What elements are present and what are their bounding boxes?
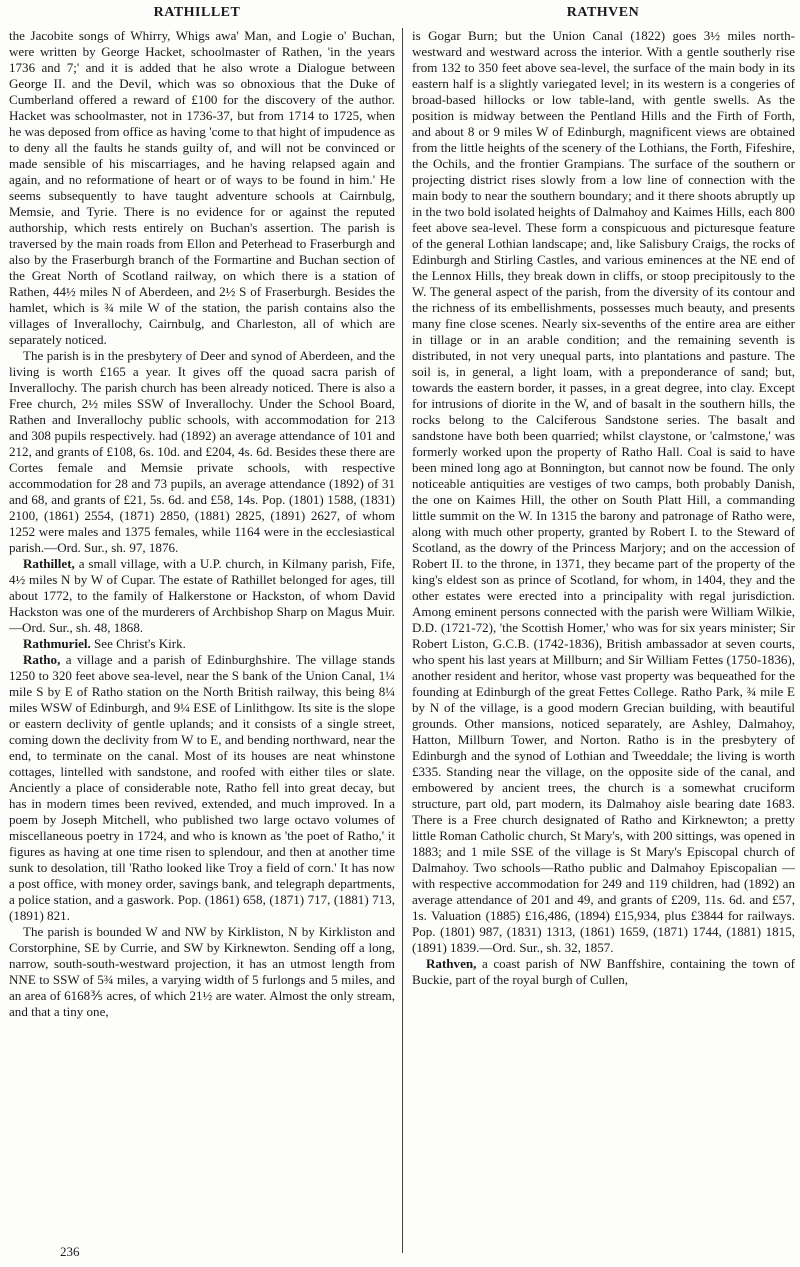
page-number: 236: [60, 1244, 80, 1259]
entry-heading: Rathillet,: [23, 556, 75, 571]
entry-body: See Christ's Kirk.: [90, 636, 186, 651]
entry-body: a village and a parish of Edinburghshire. The village stands 1250 to 320 feet above sea-level, near the S bank of the Union Canal, 1¼ mile S by E of Ratho station on the North British railway, this being 8¼ miles WSW of Edinburgh, and 9¼ ESE of Linlithgow. Its site is the slope or eastern declivity of gentle uplands; and it consists of a single street, coming down the declivity from W to E, and bending northward, near the end, to terminate on the canal. Most of its houses are neat whinstone cottages, lintelled with sandstone, and roofed with either tiles or slate. Anciently a place of considerable note, Ratho fell into great decay, but has in modern times been revived, extended, and much improved. In a poem by Joseph Mitchell, who published two large octavo volumes of miscellaneous poetry in 1724, and who is known as 'the poet of Ratho,' it figures as having at one time risen to splendour, and then at another time sunk to desolation, till 'Ratho looked like Troy a field of corn.' It has now a post office, with money order, savings bank, and telegraph departments, a police station, and a gaswork. Pop. (1861) 658, (1871) 717, (1881) 713, (1891) 821.: [9, 652, 395, 923]
running-head-left: RATHILLET: [153, 5, 241, 20]
entry-heading: Rathmuriel.: [23, 636, 91, 651]
entry-rathillet: [9, 556, 395, 636]
paragraph-rathen-history: the Jacobite songs of Whirry, Whigs awa' Man, and Logie o' Buchan, were written by George Hacket, schoolmaster of Rathen, 'in the years 1736 and 7;' and it is added that he also wrote a Dialogue between George II. and the Devil, which was so obnoxious that the Duke of Cumberland offered a reward of £100 for the discovery of the author. Hacket was schoolmaster, not in 1736-37, but from 1714 to 1725, when he was deposed from office as having 'come to that hight of impudence as to deny all the faults he stands guilty of, and will not be convinced or made sensible of his miscarriages, and he having relapsed again and again, and no reformatione of heart or of ways to be found in him.' He seems subsequently to have taught adventure schools at Cairnbulg, Memsie, and Tyrie. There is no evidence for or against the reputed authorship, which rests entirely on Buchan's assertion. The parish is traversed by the main roads from Ellon and Peterhead to Fraserburgh and also by the Fraserburgh branch of the Formartine and Buchan section of the Great North of Scotland railway, on which there is a station of Rathen, 44½ miles N of Aberdeen, and 2½ S of Fraserburgh. Besides the hamlet, which is ¾ mile W of the station, the parish contains also the villages of Inverallochy, Cairnbulg, and Charleston, all of which are separately noticed.: [9, 28, 395, 347]
entry-body: a small village, with a U.P. church, in Kilmany parish, Fife, 4½ miles N by W of Cupar. The estate of Rathillet belonged for ages, till about 1772, to the family of Halkerstone or Hackston, of whom David Hackston was one of the murderers of Archbishop Sharp on Magus Muir.—Ord. Sur., sh. 48, 1868.: [9, 556, 395, 635]
paragraph-ratho-continued: is Gogar Burn; but the Union Canal (1822) goes 3½ miles north-westward and westward across the interior. With a gentle southerly rise from 132 to 350 feet above sea-level, the surface of the main body in its eastern half is a slightly variegated level; in its western is a congeries of broad-based hillocks or low table-land, with gentle swells. As the position is midway between the Pentland Hills and the Firth of Forth, and about 8 or 9 miles W of Edinburgh, magnificent views are obtained from the little heights of the scenery of the Lothians, the Forth, Fifeshire, the Ochils, and the frontier Grampians. The surface of the southern or projecting district rises slowly from a low line of connection with the main body to near the southern boundary; and it there shoots abruptly up in the two bold isolated heights of Dalmahoy and Kaimes Hills, each 800 feet above sea-level. These form a conspicuous and picturesque feature of the general Lothian landscape; and, like Salisbury Craigs, the rocks of Edinburgh and Stirling Castles, and various eminences at the NE end of the Lennox Hills, they break down in cliffs, or stoop precipitously to the W. The general aspect of the parish, from the diversity of its contour and the richness of its embellishments, possesses much beauty, and presents many fine close scenes. Nearly six-sevenths of the entire area are either in tillage or in an arable condition; and the remaining seventh is distributed, in not very unequal parts, into plantations and pasture. The soil is, in general, a light loam, with a preponderance of sand; but, towards the eastern border, it passes, in a great degree, into clay. Except for intrusions of diorite in the W, and of basalt in the southern hills, the rocks belong to the Calciferous Sandstone series. The basalt and sandstone have both been quarried; whilst claystone, or 'calmstone,' was formerly worked upon the property of Ratho Hall. Coal is said to have been mined long ago at Bonnington, but cannot now be found. The only noticeable antiquities are vestiges of two camps, both probably Danish, the one on Kaimes Hill, the other on South Platt Hill, a commanding little summit on the W. In 1315 the barony and patronage of Ratho were, along with much other property, granted by Robert I. to the Steward of Scotland, as the dowry of the Princess Marjory; and on the accession of Robert II. to the throne, in 1371, they became part of the property of the king's eldest son as prince of Scotland, for whom, in 1404, they and the other estates were erected into a principality with regal jurisdiction. Among eminent persons connected with the parish were William Wilkie, D.D. (1721-72), 'the Scottish Homer,' who was for six years minister; Sir Robert Liston, G.C.B. (1742-1836), British ambassador at seven courts, who spent his last years at Millburn; and Sir William Fettes (1750-1836), another resident and heritor, whose vast property was bequeathed for the founding at Edinburgh of the great Fettes College. Ratho Park, ¾ mile E by N of the village, is a good modern Grecian building, with beautiful grounds. Other mansions, noticed separately, are Ashley, Dalmahoy, Hatton, Millburn Tower, and Norton. Ratho is in the presbytery of Edinburgh and the synod of Lothian and Tweeddale; the living is worth £335. Standing near the village, on the opposite side of the canal, and embowered by ancient trees, the church is a somewhat cruciform structure, part old, part modern, its Dalmahoy aisle bearing date 1683. There is a Free church designated of Ratho and Kirknewton; a pretty little Roman Catholic church, St Mary's, with 200 sittings, was opened in 1883; and 1 mile SSE of the village is St Mary's Episcopal church of Dalmahoy. Two schools—Ratho public and Dalmahoy Episcopalian —with respective accommodation for 249 and 119 children, had (1892) an average attendance of 201 and 49, and grants of £209, 11s. 6d. and £57, 1s. Valuation (1885) £16,486, (1894) £15,934, plus £3844 for railways. Pop. (1801) 987, (1831) 1313, (1861) 1659, (1871) 1744, (1881) 1815, (1891) 1839.—Ord. Sur., sh. 32, 1857.: [412, 28, 795, 955]
entry-ratho: [9, 652, 395, 924]
running-head-right: RATHVEN: [566, 5, 640, 20]
entry-heading: Rathven,: [426, 956, 477, 971]
entry-heading: Ratho,: [23, 652, 61, 667]
left-column: [9, 28, 395, 1260]
entry-rathmuriel: [9, 636, 395, 652]
entry-body: a coast parish of NW Banffshire, containing the town of Buckie, part of the royal burgh of Cullen,: [412, 956, 795, 987]
column-divider: [402, 28, 403, 1253]
right-column: [412, 28, 795, 1260]
entry-rathven: [412, 956, 795, 988]
paragraph-rathen-parish: The parish is in the presbytery of Deer and synod of Aberdeen, and the living is worth £165 a year. It gives off the quoad sacra parish of Inverallochy. The parish church has been already noticed. There is also a Free church, 2½ miles SSW of Inverallochy. Under the School Board, Rathen and Inverallochy public schools, with accommodation for 213 and 308 pupils respectively. had (1892) an average attendance of 101 and 212, and grants of £108, 6s. 10d. and £204, 4s. 6d. Besides these there are Cortes female and Memsie private schools, with respective accommodation for 28 and 73 pupils, an average attendance (1892) of 31 and 68, and grants of £21, 5s. 6d. and £58, 14s. Pop. (1801) 1588, (1831) 2100, (1861) 2554, (1871) 2850, (1881) 2825, (1891) 2627, of whom 1252 were males and 1375 females, while 1164 were in the ecclesiastical parish.—Ord. Sur., sh. 97, 1876.: [9, 348, 395, 555]
paragraph-ratho-parish: The parish is bounded W and NW by Kirkliston, N by Kirkliston and Corstorphine, SE by Currie, and SW by Kirknewton. Sending off a long, narrow, south-south-westward projection, it has an utmost length from NNE to SSW of 5¾ miles, a varying width of 5 furlongs and 5 miles, and an area of 6168⅗ acres, of which 21½ are water. Almost the only stream, and that a tiny one,: [9, 924, 395, 1019]
